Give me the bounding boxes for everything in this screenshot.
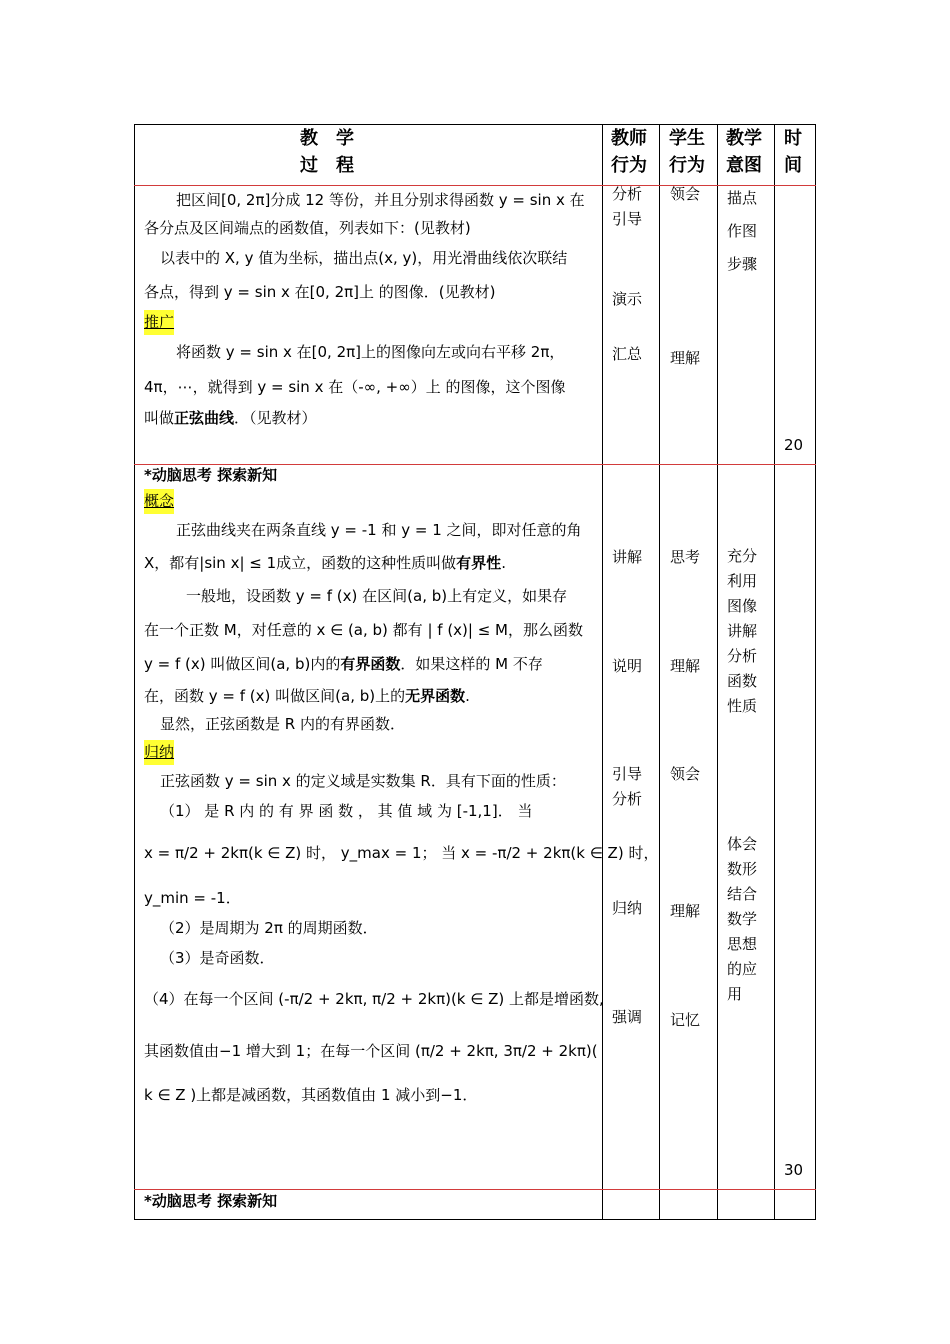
row2-intent1-6: 函数	[727, 672, 758, 690]
row2-intent2-7: 用	[727, 985, 743, 1003]
lesson-table	[134, 124, 816, 1220]
row2-concept-3: 显然，正弦函数是 R 内的有界函数．	[160, 715, 405, 733]
header-process-2: 过 程	[300, 155, 354, 176]
row1-paragraph-3b: 4π，⋯，就得到 y = sin x 在（-∞, +∞）上 的图像，这个图像	[144, 378, 566, 396]
col-divider-2	[659, 124, 660, 1220]
table-border-right	[815, 124, 816, 1220]
row1-intent-2: 作图	[727, 222, 758, 240]
row2-concept-2b: 在一个正数 M，对任意的 x ∈ (a, b) 都有 | f (x)| ≤ M，那么函数	[144, 621, 584, 639]
header-divider	[134, 185, 816, 186]
bounded-function-term: 有界函数	[340, 655, 401, 673]
row2-intent2-3: 结合	[727, 885, 758, 903]
row1-p3c-pre: 叫做	[144, 409, 175, 427]
row1-intent-1: 描点	[727, 189, 758, 207]
header-time-2: 间	[784, 155, 802, 176]
header-intent-1: 教学	[726, 128, 762, 149]
row1-teacher-3: 演示	[612, 290, 643, 308]
table-border-bottom	[134, 1219, 816, 1220]
sine-curve-term: 正弦曲线	[174, 409, 235, 427]
row1-paragraph-3a: 将函数 y = sin x 在[0, 2π]上的图像向左或向右平移 2π，	[176, 343, 565, 361]
row2-student-3: 领会	[670, 765, 701, 783]
row2-concept-2a: 一般地，设函数 y = f (x) 在区间(a, b)上有定义，如果存	[186, 587, 568, 605]
row1-paragraph-2a: 以表中的 X, y 值为坐标，描出点(x, y)，用光滑曲线依次联结	[160, 249, 568, 267]
row1-tag-generalize: 推广	[144, 310, 174, 335]
header-intent-2: 意图	[726, 155, 762, 176]
row2-intent1-2: 利用	[727, 572, 758, 590]
col-divider-1	[602, 124, 603, 1220]
row2-concept-1b	[144, 551, 506, 576]
row2-intent1-4: 讲解	[727, 622, 758, 640]
row2-student-4: 理解	[670, 902, 701, 920]
row2-concept-1a: 正弦曲线夹在两条直线 y = -1 和 y = 1 之间，即对任意的角	[176, 521, 582, 539]
row2-summary-2: （1） 是 R 内 的 有 界 函 数 ， 其 值 域 为 [-1,1]． 当	[160, 802, 533, 820]
table-border-top	[134, 124, 816, 125]
header-process-1: 教 学	[300, 128, 354, 149]
row1-teacher-4: 汇总	[612, 345, 643, 363]
header-time-1: 时	[784, 128, 802, 149]
row2-intent2-5: 思想	[727, 935, 758, 953]
row2-student-1: 思考	[670, 548, 701, 566]
row2-summary-6: （3）是奇函数．	[160, 949, 275, 967]
row1-paragraph-1a: 把区间[0, 2π]分成 12 等份，并且分别求得函数 y = sin x 在	[176, 191, 585, 209]
boundedness-term: 有界性	[456, 554, 502, 572]
col-divider-3	[717, 124, 718, 1220]
row2-summary-7: （4）在每一个区间 (-π/2 + 2kπ, π/2 + 2kπ)(k ∈ Z) 上都是增函数,	[144, 990, 604, 1008]
row2-intent2-1: 体会	[727, 835, 758, 853]
row2-section-title: *动脑思考 探索新知	[144, 466, 278, 484]
header-teacher-2: 行为	[611, 155, 647, 176]
row2-time: 30	[784, 1161, 804, 1179]
row1-time: 20	[784, 436, 804, 454]
header-student-1: 学生	[669, 128, 705, 149]
row2-summary-4: y_min = -1．	[144, 889, 241, 907]
row2-intent2-4: 数学	[727, 910, 758, 928]
row3-section-title: *动脑思考 探索新知	[144, 1192, 278, 1210]
row2-summary-1: 正弦函数 y = sin x 的定义域是实数集 R．具有下面的性质：	[160, 772, 566, 790]
header-student-2: 行为	[669, 155, 705, 176]
row1-teacher-2: 引导	[612, 210, 643, 228]
row2-intent2-2: 数形	[727, 860, 758, 878]
c1b-post: .	[501, 554, 506, 572]
row1-student-2: 理解	[670, 349, 701, 367]
row2-summary-9: k ∈ Z )上都是减函数，其函数值由 1 减小到−1．	[144, 1086, 478, 1104]
row2-tag-concept: 概念	[144, 489, 174, 514]
c2d-pre: 在，函数 y = f (x) 叫做区间(a, b)上的	[144, 687, 406, 705]
row2-concept-2c	[144, 652, 543, 677]
row2-intent2-6: 的应	[727, 960, 758, 978]
row2-teacher-3: 引导	[612, 765, 643, 783]
row2-teacher-5: 归纳	[612, 899, 643, 917]
header-teacher-1: 教师	[611, 128, 647, 149]
row1-paragraph-3c	[144, 406, 317, 431]
c2c-post: ．如果这样的 M 不存	[400, 655, 543, 673]
row2-intent1-5: 分析	[727, 647, 758, 665]
row1-teacher-1: 分析	[612, 185, 643, 203]
row1-student-1: 领会	[670, 185, 701, 203]
row2-summary-5: （2）是周期为 2π 的周期函数．	[160, 919, 378, 937]
unbounded-function-term: 无界函数	[405, 687, 466, 705]
row2-summary-8: 其函数值由−1 增大到 1；在每一个区间 (π/2 + 2kπ, 3π/2 + 2kπ)(	[144, 1042, 598, 1060]
row1-intent-3: 步骤	[727, 255, 758, 273]
row2-student-2: 理解	[670, 657, 701, 675]
c2c-pre: y = f (x) 叫做区间(a, b)内的	[144, 655, 341, 673]
row2-teacher-2: 说明	[612, 657, 643, 675]
row2-student-5: 记忆	[670, 1011, 701, 1029]
row2-intent1-7: 性质	[727, 697, 758, 715]
row2-teacher-6: 强调	[612, 1008, 643, 1026]
c1b-pre: X，都有|sin x| ≤ 1成立，函数的这种性质叫做	[144, 554, 457, 572]
c2d-post: .	[465, 687, 470, 705]
row1-paragraph-1b: 各分点及区间端点的函数值，列表如下：(见教材)	[144, 219, 471, 237]
col-divider-4	[774, 124, 775, 1220]
row2-intent1-3: 图像	[727, 597, 758, 615]
row2-summary-3: x = π/2 + 2kπ(k ∈ Z) 时， y_max = 1； 当 x = -π/2 + 2kπ(k ∈ Z) 时，	[144, 844, 659, 862]
row2-tag-summary: 归纳	[144, 740, 174, 765]
row2-intent1-1: 充分	[727, 547, 758, 565]
row2-teacher-1: 讲解	[612, 548, 643, 566]
row2-concept-2d	[144, 684, 470, 709]
row1-p3c-post: ．（见教材）	[234, 409, 317, 427]
row1-paragraph-2b: 各点，得到 y = sin x 在[0, 2π]上 的图像．(见教材)	[144, 283, 496, 301]
table-border-left	[134, 124, 135, 1220]
row2-teacher-4: 分析	[612, 790, 643, 808]
